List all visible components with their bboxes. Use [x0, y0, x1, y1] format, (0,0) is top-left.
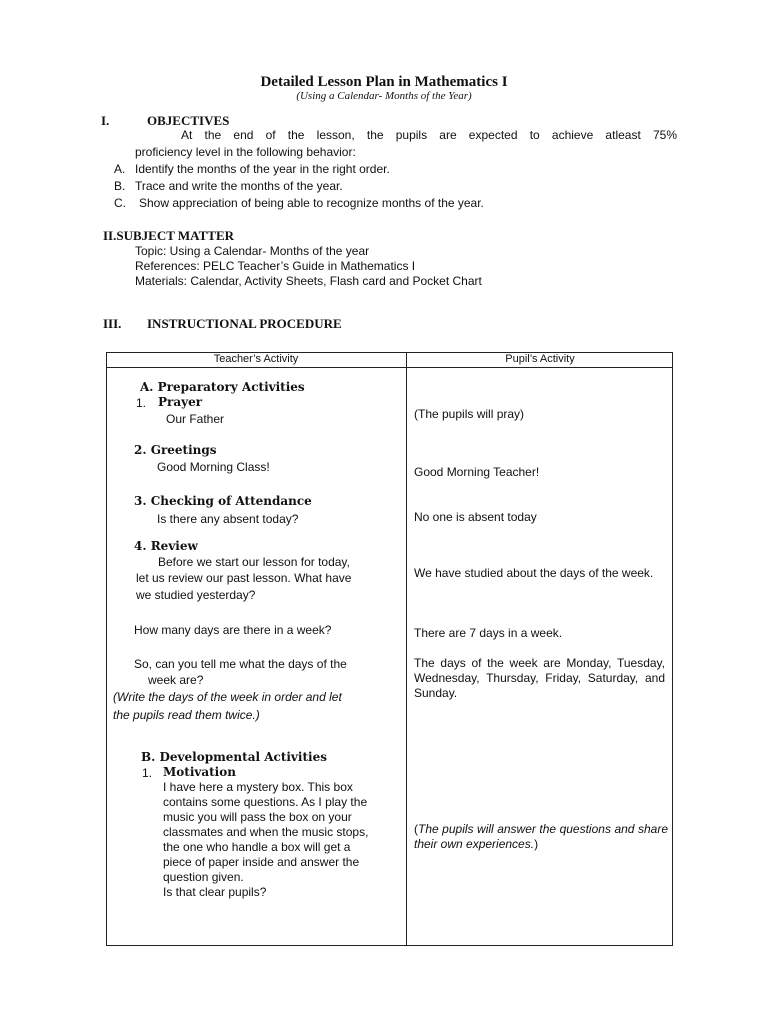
col-header-teacher: Teacher’s Activity: [213, 353, 299, 365]
attendance-pupil-response: No one is absent today: [414, 510, 537, 524]
days-order-line: So, can you tell me what the days of the: [134, 657, 347, 671]
table-header-divider: [106, 367, 673, 368]
prayer-heading: Prayer: [158, 395, 203, 409]
days-pupil-response: There are 7 days in a week.: [414, 626, 563, 640]
section-b-heading: B. Developmental Activities: [141, 750, 327, 764]
motivation-line: classmates and when the music stops,: [163, 825, 369, 839]
days-question: How many days are there in a week?: [134, 623, 332, 637]
greetings-heading: 2. Greetings: [134, 443, 217, 457]
prayer-pupil-response: (The pupils will pray): [414, 407, 525, 421]
motivation-number: 1.: [142, 766, 153, 780]
paren-open: (: [414, 822, 418, 836]
paren-close: ): [534, 837, 539, 851]
document-title: Detailed Lesson Plan in Mathematics I: [260, 74, 508, 90]
review-line: let us review our past lesson. What have: [136, 571, 352, 585]
motivation-pupil-response: [414, 822, 668, 852]
review-pupil-response: We have studied about the days of the week.: [414, 566, 654, 580]
objective-item: Show appreciation of being able to recognize months of the year.: [139, 196, 484, 210]
col-header-pupil: Pupil’s Activity: [505, 353, 575, 365]
days-note-line: (Write the days of the week in order and let: [113, 690, 342, 704]
motivation-line: Is that clear pupils?: [163, 885, 267, 899]
motivation-line: contains some questions. As I play the: [163, 795, 368, 809]
subject-matter-heading: II.SUBJECT MATTER: [103, 228, 234, 243]
motivation-line: music you will pass the box on your: [163, 810, 352, 824]
procedure-heading: INSTRUCTIONAL PROCEDURE: [147, 316, 342, 331]
objectives-intro-line2: proficiency level in the following behavior:: [135, 145, 356, 159]
prayer-number: 1.: [136, 396, 147, 410]
motivation-heading: Motivation: [163, 765, 236, 779]
days-order-line: week are?: [148, 673, 204, 687]
table-column-divider: [406, 352, 407, 946]
subject-materials: Materials: Calendar, Activity Sheets, Flash card and Pocket Chart: [135, 274, 482, 288]
section-a-heading: A. Preparatory Activities: [140, 380, 305, 394]
subject-topic: Topic: Using a Calendar- Months of the year: [135, 244, 370, 258]
prayer-text: Our Father: [166, 412, 225, 426]
motivation-line: I have here a mystery box. This box: [163, 780, 353, 794]
objective-marker: A.: [114, 162, 126, 176]
motivation-pupil-text: The pupils will answer the questions and share their own experiences.: [414, 822, 668, 851]
objective-item: Identify the months of the year in the right order.: [135, 162, 390, 176]
motivation-line: the one who handle a box will get a: [163, 840, 351, 854]
review-line: Before we start our lesson for today,: [158, 555, 350, 569]
attendance-text: Is there any absent today?: [157, 512, 299, 526]
subject-references: References: PELC Teacher’s Guide in Mathematics I: [135, 259, 416, 273]
objectives-number: I.: [101, 113, 110, 128]
attendance-heading: 3. Checking of Attendance: [134, 494, 312, 508]
days-order-pupil-response: The days of the week are Monday, Tuesday, Wednesday, Thursday, Friday, Saturday, and Sunday.: [414, 656, 665, 700]
review-line: we studied yesterday?: [136, 588, 256, 602]
procedure-number: III.: [103, 316, 122, 331]
days-note-line: the pupils read them twice.): [113, 708, 260, 722]
objectives-heading: OBJECTIVES: [147, 113, 230, 128]
greetings-pupil-response: Good Morning Teacher!: [414, 465, 540, 479]
document-subtitle: (Using a Calendar- Months of the Year): [296, 90, 472, 102]
greetings-text: Good Morning Class!: [157, 460, 270, 474]
objective-marker: C.: [114, 196, 126, 210]
objective-marker: B.: [114, 179, 126, 193]
objectives-intro-line1: At the end of the lesson, the pupils are expected to achieve atleast 75%: [181, 128, 677, 142]
objective-item: Trace and write the months of the year.: [135, 179, 343, 193]
motivation-line: piece of paper inside and answer the: [163, 855, 360, 869]
review-heading: 4. Review: [134, 539, 198, 553]
motivation-line: question given.: [163, 870, 244, 884]
